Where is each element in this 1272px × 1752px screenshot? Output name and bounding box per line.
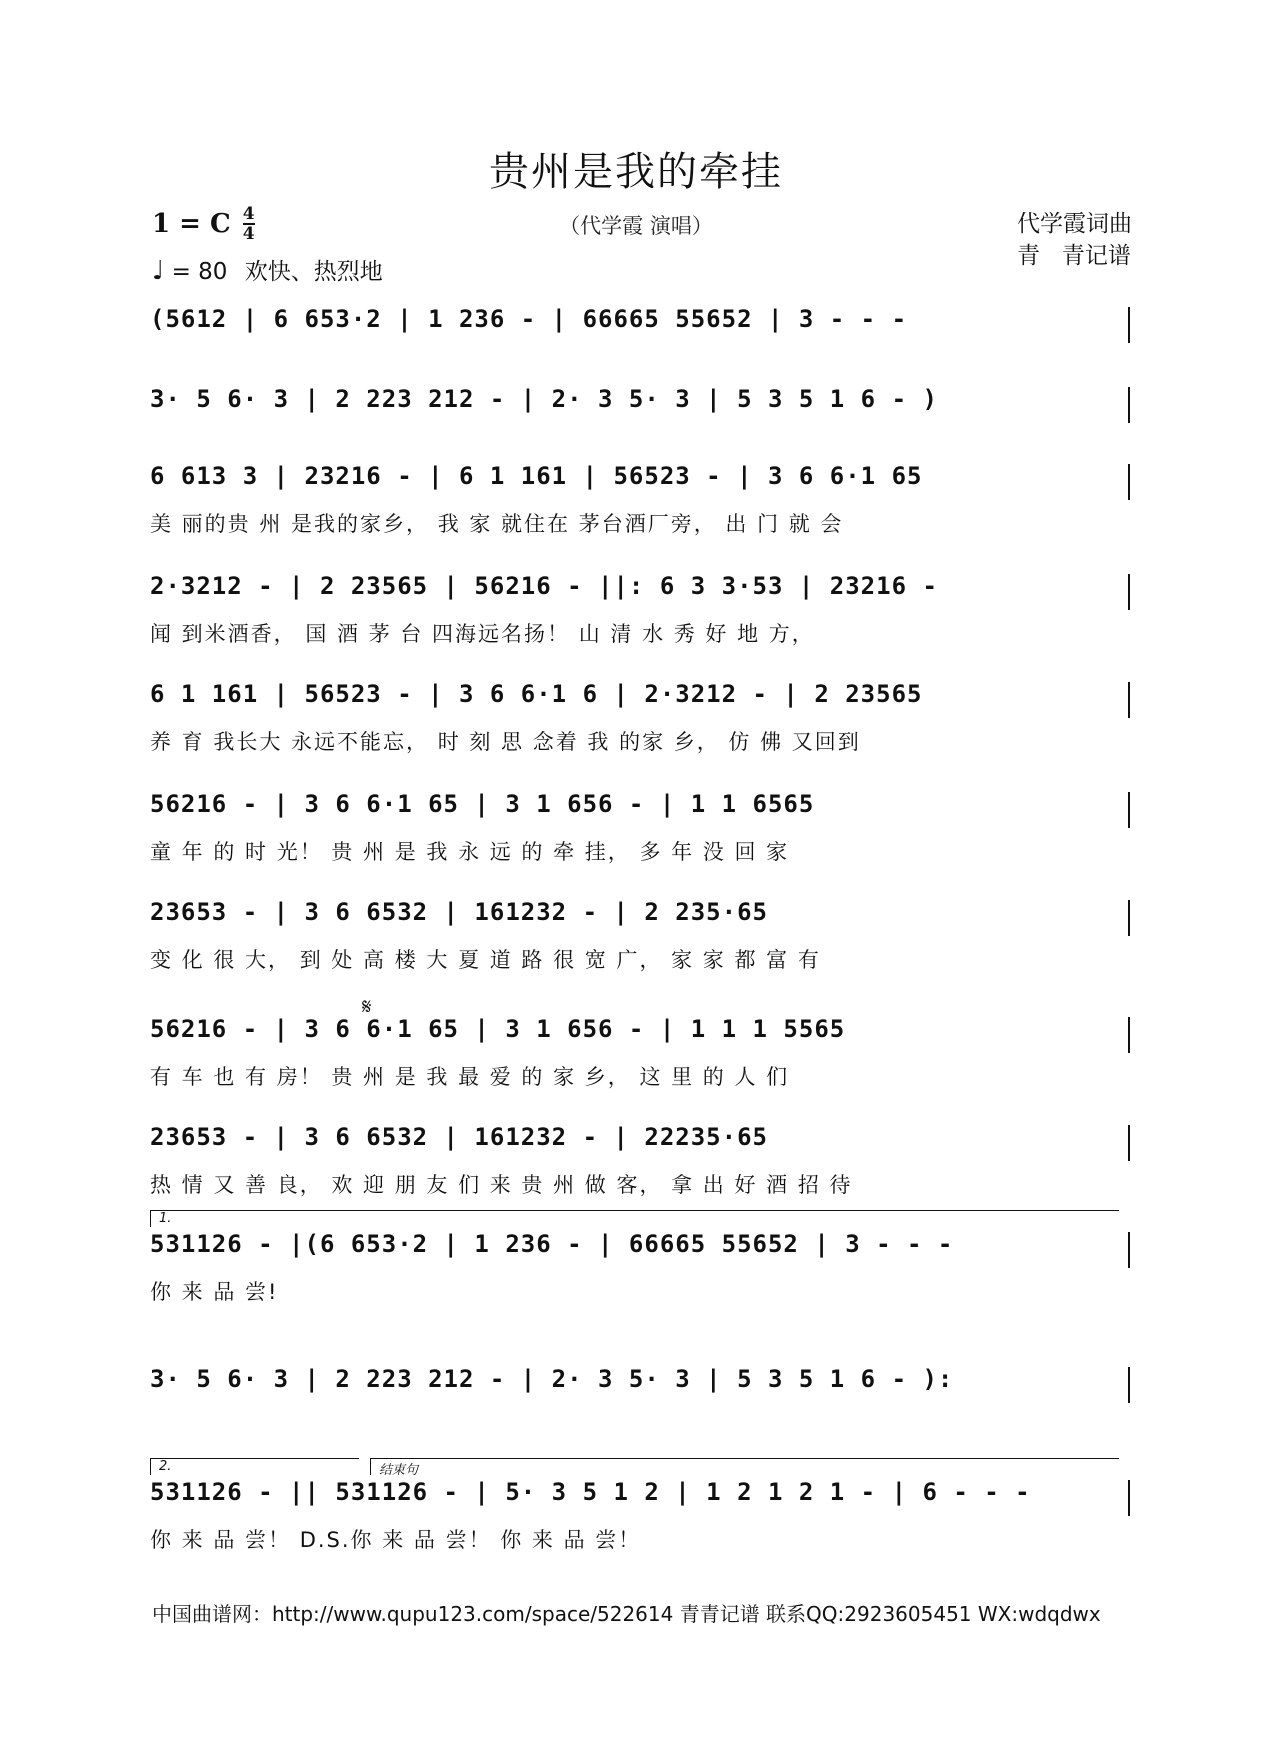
tempo-mood: 欢快、热烈地	[244, 259, 383, 285]
credit-transcriber: 青 青记谱	[1017, 243, 1131, 269]
notation-line: 6 1 161 | 56523 - | 3 6 6·1 6 | 2·3212 - | 2 23565	[150, 680, 923, 708]
notation-line: 3· 5 6· 3 | 2 223 212 - | 2· 3 5· 3 | 5 3 5 1 6 - ):	[150, 1365, 954, 1393]
score-row	[150, 898, 1130, 974]
notation-line: 23653 - | 3 6 6532 | 161232 - | 2 235·65	[150, 898, 768, 926]
score-row	[150, 572, 1130, 648]
barline	[1128, 574, 1130, 610]
footer: 中国曲谱网：http://www.qupu123.com/space/522614 青青记谱 联系QQ:2923605451 WX:wdqdwx	[152, 1602, 1101, 1626]
time-signature-bottom: 4	[242, 224, 255, 244]
volta-bracket: 2.	[150, 1458, 359, 1475]
quarter-note-icon: ♩	[152, 256, 165, 286]
score-row	[150, 462, 1130, 538]
score-row	[150, 385, 1130, 425]
barline	[1128, 1017, 1130, 1053]
lyric-line: 有 车 也 有 房！ 贵 州 是 我 最 爱 的 家 乡， 这 里 的 人 们	[150, 1065, 790, 1089]
notation-line: 23653 - | 3 6 6532 | 161232 - | 22235·65	[150, 1123, 768, 1151]
barline	[1128, 682, 1130, 718]
notation-line: (5612 | 6 653·2 | 1 236 - | 66665 55652 | 3 - - -	[150, 305, 908, 333]
tempo-marking	[152, 253, 383, 286]
barline	[1128, 464, 1130, 500]
notation-line: 531126 - |(6 653·2 | 1 236 - | 66665 55652 | 3 - - -	[150, 1230, 954, 1258]
lyric-line: 变 化 很 大， 到 处 高 楼 大 夏 道 路 很 宽 广， 家 家 都 富 有	[150, 948, 821, 972]
lyric-line: 你 来 品 尝！ D.S.你 来 品 尝！ 你 来 品 尝！	[150, 1528, 642, 1552]
credit-composer: 代学霞词曲	[1017, 211, 1132, 237]
score-row	[150, 1365, 1130, 1405]
barline	[1128, 900, 1130, 936]
barline	[1128, 1125, 1130, 1161]
coda-bracket: 结束句	[370, 1458, 1119, 1475]
score-row	[150, 1015, 1130, 1091]
barline	[1128, 387, 1130, 423]
lyric-line: 养 育 我长大 永远不能忘， 时 刻 思 念着 我 的家 乡， 仿 佛 又回到	[150, 730, 861, 754]
barline	[1128, 307, 1130, 343]
segno-icon: 𝄋	[362, 995, 372, 1020]
barline	[1128, 1367, 1130, 1403]
page-title: 贵州是我的牵挂	[489, 149, 783, 195]
time-signature-top: 4	[242, 204, 255, 224]
key-label: 1 = C	[152, 209, 231, 239]
notation-line: 531126 - || 531126 - | 5· 3 5 1 2 | 1 2 1 2 1 - | 6 - - -	[150, 1478, 1031, 1506]
score-row	[150, 1459, 1130, 1554]
notation-line: 56216 - | 3 6 6·1 65 | 3 1 656 - | 1 1 6565	[150, 790, 815, 818]
lyric-line: 热 情 又 善 良， 欢 迎 朋 友 们 来 贵 州 做 客， 拿 出 好 酒 招 待	[150, 1173, 853, 1197]
volta-bracket: 1.	[150, 1210, 1119, 1227]
credits	[1017, 208, 1132, 272]
score-row	[150, 1211, 1130, 1306]
lyric-line: 童 年 的 时 光！ 贵 州 是 我 永 远 的 牵 挂， 多 年 没 回 家	[150, 840, 790, 864]
performer: （代学霞 演唱）	[559, 214, 713, 238]
barline	[1128, 1480, 1130, 1516]
lyric-line: 你 来 品 尝!	[150, 1280, 279, 1304]
notation-line: 3· 5 6· 3 | 2 223 212 - | 2· 3 5· 3 | 5 3 5 1 6 - )	[150, 385, 938, 413]
notation-line: 56216 - | 3 6 6·1 65 | 3 1 656 - | 1 1 1 5565	[150, 1015, 846, 1043]
notation-line: 6 613 3 | 23216 - | 6 1 161 | 56523 - | 3 6 6·1 65	[150, 462, 923, 490]
score-row	[150, 1123, 1130, 1199]
lyric-line: 闻 到米酒香， 国 酒 茅 台 四海远名扬！ 山 清 水 秀 好 地 方，	[150, 622, 815, 646]
barline	[1128, 1232, 1130, 1268]
score-row	[150, 790, 1130, 866]
lyric-line: 美 丽的贵 州 是我的家乡， 我 家 就住在 茅台酒厂旁， 出 门 就 会	[150, 512, 844, 536]
tempo-value: = 80	[171, 259, 228, 285]
notation-line: 2·3212 - | 2 23565 | 56216 - ||: 6 3 3·53 | 23216 -	[150, 572, 938, 600]
barline	[1128, 792, 1130, 828]
score-row	[150, 680, 1130, 756]
score-row	[150, 305, 1130, 345]
